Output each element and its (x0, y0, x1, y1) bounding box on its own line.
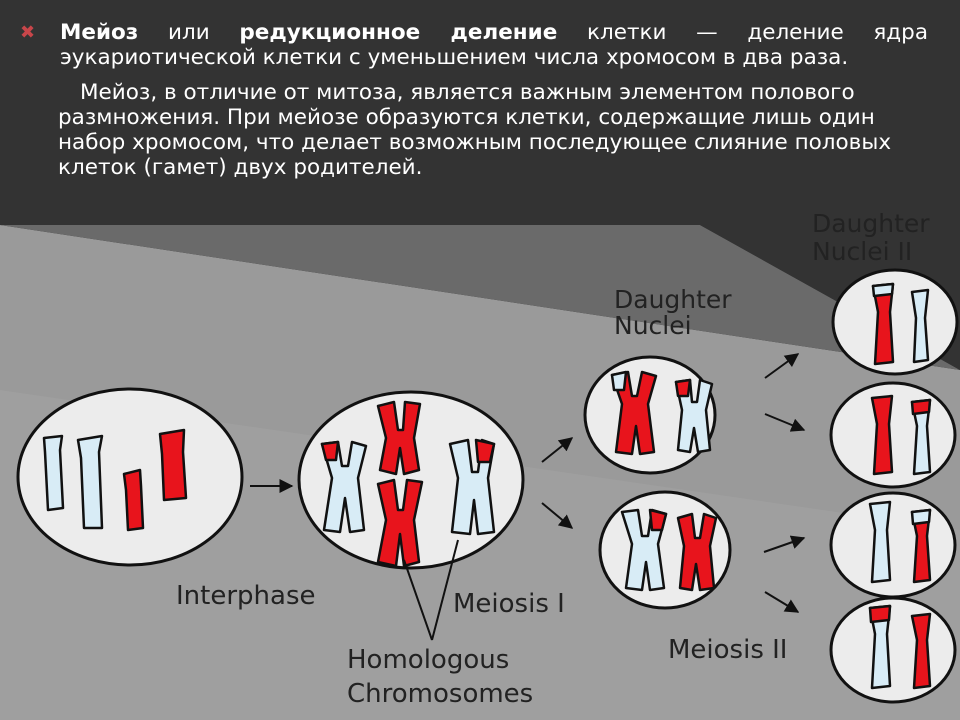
bullet-x-icon: ✖ (20, 22, 36, 43)
connector-text: или (138, 20, 240, 45)
chromosome-blue-1 (44, 436, 63, 510)
term-reduction-division: редукционное деление (239, 20, 558, 45)
daughter-nucleus-ii-3 (831, 493, 955, 597)
arrow-to-nucleus-ii-4 (765, 592, 798, 612)
arrow-to-nucleus-ii-3 (764, 538, 804, 552)
daughter-nuclei-ii-label-line2: Nuclei II (812, 237, 913, 266)
daughter-nuclei-label-line2: Nuclei (614, 311, 692, 340)
daughter-nucleus-ii-1 (833, 270, 957, 374)
explanation-text: Мейоз, в отличие от митоза, является важным элементом полового размножения. При мейозе образуются клетки, содержащие лишь один набор хромосом, что делает возможным последующее слияние половых клеток (гамет) двух родителей. (58, 80, 892, 180)
arrow-to-daughter-bottom (542, 503, 572, 528)
chromosome-red-1 (124, 470, 143, 530)
arrow-to-daughter-top (542, 438, 572, 462)
arrow-to-nucleus-ii-2 (765, 414, 804, 430)
daughter-nuclei-label-line1: Daughter (614, 285, 732, 314)
chromosome-red-2 (160, 430, 186, 500)
meiosis-two-label: Meiosis II (668, 635, 788, 665)
meiosis-one-label: Meiosis I (453, 589, 565, 619)
definition-text: клетки — деление ядра эукариотической клетки с уменьшением числа хромосом в два раза. (60, 20, 928, 70)
daughter-nuclei-ii-label-line1: Daughter (812, 209, 930, 238)
term-meiosis: Мейоз (60, 20, 139, 45)
homologous-label-line2: Chromosomes (347, 679, 534, 709)
homologous-label-line1: Homologous (347, 645, 510, 675)
daughter-nucleus-ii-4 (831, 598, 955, 702)
arrow-to-nucleus-ii-1 (765, 354, 798, 378)
interphase-label: Interphase (176, 581, 316, 611)
